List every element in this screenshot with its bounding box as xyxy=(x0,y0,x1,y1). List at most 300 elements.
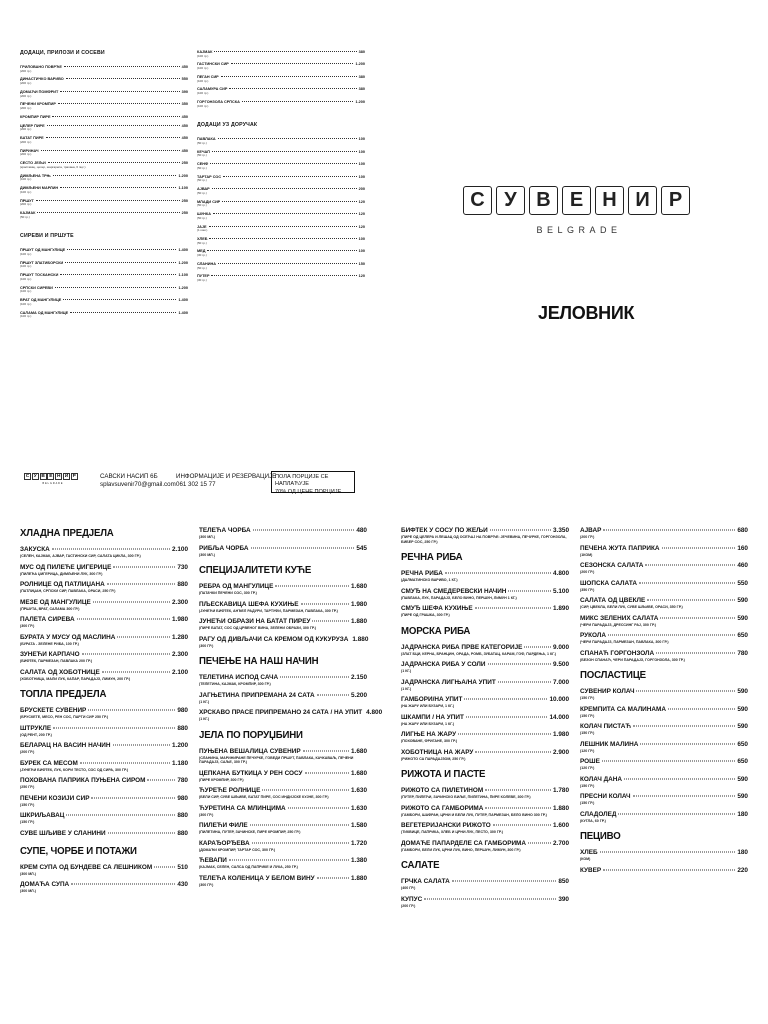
menu-item xyxy=(20,795,188,808)
bottom-column-1 xyxy=(20,527,188,901)
item-price: 380 xyxy=(358,87,365,92)
item-description: (100 гр.) xyxy=(20,314,32,319)
item-name: ПЕГАН СИР xyxy=(197,74,219,79)
menu-item-line xyxy=(199,618,367,626)
item-name: СМУЂ ШЕФА КУХИЊЕ xyxy=(401,605,473,612)
item-description: (200 гр.) xyxy=(20,106,32,111)
menu-item-line xyxy=(20,725,188,733)
menu-item-line xyxy=(580,741,748,749)
menu-item xyxy=(20,812,188,825)
dot-leader xyxy=(93,601,170,602)
menu-section xyxy=(401,625,569,762)
item-description: (50 гр.) xyxy=(197,140,207,145)
item-description: (200 ГР.) xyxy=(401,903,416,908)
item-name: ТАРТАР СОС xyxy=(197,174,222,179)
dot-leader xyxy=(64,66,180,67)
item-description: (ЧЕРИ ПАРАДАЈЗ, ДРЕССИНГ РАЈ, 300 ГР.) xyxy=(580,622,657,627)
item-name: ПУТЕР xyxy=(197,274,210,279)
item-name: ПЉЕСКАВИЦА ШЕФА КУХИЊЕ xyxy=(199,600,299,608)
item-name: ГОРГОНЗОЛА СРПСКА xyxy=(197,99,240,104)
item-name: МЕД xyxy=(197,249,206,254)
item-description: (100 гр.) xyxy=(20,289,32,294)
dot-leader xyxy=(113,566,175,567)
dot-leader xyxy=(464,699,547,700)
item-price: 460 xyxy=(737,562,748,569)
dot-leader xyxy=(662,547,736,548)
item-name: КАЈМАК xyxy=(20,211,36,216)
dot-leader xyxy=(624,778,735,779)
item-price: 550 xyxy=(181,77,188,82)
item-name: СЕЗОНСКА САЛАТА xyxy=(580,562,644,569)
dot-leader xyxy=(46,137,180,138)
bottom-column-2 xyxy=(199,527,383,894)
menu-item-line xyxy=(401,527,569,535)
menu-item-line xyxy=(20,812,188,820)
item-price: 545 xyxy=(356,544,367,552)
item-description: (СЛАНИНА, МАРИНИРАНЕ ПЕЧУРКЕ, ГОВЕДИ ПРШУТ, ПАВЛАКА, КАЧКАВАЉ, ПЕЧЕНИ ПАРАДАЈЗ, САЉЕ, 300 ГР.) xyxy=(199,755,354,764)
item-description: (ПОХОВАНЕ, ФРИГАНЕ, 300 ГР.) xyxy=(401,739,458,743)
dot-leader xyxy=(488,664,552,665)
menu-item-line xyxy=(401,896,569,904)
mini-logo-letter: Е xyxy=(49,474,53,479)
dot-leader xyxy=(214,51,356,52)
menu-section xyxy=(580,527,748,662)
dot-leader xyxy=(303,750,349,751)
item-price: 1.580 xyxy=(351,822,367,829)
menu-item xyxy=(20,149,188,157)
menu-item xyxy=(401,749,569,762)
item-price: 590 xyxy=(737,614,748,622)
item-price: 730 xyxy=(177,563,188,571)
menu-item-line xyxy=(199,840,367,848)
item-description: (30 гр.) xyxy=(197,253,207,258)
half-portion-note xyxy=(271,471,355,493)
item-description: (КУГЛА, 60 ГР.) xyxy=(580,818,606,823)
item-name: ШОПСКА САЛАТА xyxy=(580,579,637,587)
item-description: (300 ГР.) xyxy=(20,624,35,628)
menu-section xyxy=(199,527,367,557)
item-description: (1 КГ.) xyxy=(199,717,210,721)
item-name: ПЕЧЕНИ КРОМПИР xyxy=(20,102,56,107)
item-name: САЛАМУРА СИР xyxy=(197,87,228,92)
item-price: 2.700 xyxy=(553,839,569,847)
menu-item xyxy=(199,692,367,705)
menu-item xyxy=(20,669,188,682)
bottom-column-4 xyxy=(580,527,748,882)
menu-item-line xyxy=(401,822,569,830)
menu-item xyxy=(580,562,748,575)
note-line-1: ПОЛА ПОРЦИЈЕ СЕ НАПЛАЋУЈЕ xyxy=(275,474,329,488)
dot-leader xyxy=(252,842,349,843)
item-price: 590 xyxy=(737,775,748,783)
menu-item xyxy=(401,644,569,657)
menu-item xyxy=(580,741,748,754)
menu-item-line xyxy=(401,878,569,886)
brand-logo xyxy=(463,186,695,235)
item-description: (200 ГР.) xyxy=(20,750,35,754)
item-price: 9.000 xyxy=(553,643,569,651)
menu-item xyxy=(199,601,367,614)
item-price: 850 xyxy=(558,878,569,885)
item-price: 1.380 xyxy=(351,857,367,864)
item-description: (БРУСКЕТЕ, МЕСО, РЕН СОС, ПАРТИ СИР 250 ГР.) xyxy=(20,715,109,719)
item-name: ДИНАСТИЧКО ВАРИВО xyxy=(20,77,64,82)
menu-item xyxy=(199,527,367,540)
menu-item xyxy=(580,811,748,824)
item-name: ГРИЛОВАНО ПОВРЋЕ xyxy=(20,65,62,69)
menu-item xyxy=(20,864,188,877)
item-price: 100 xyxy=(358,137,365,142)
item-price: 590 xyxy=(737,793,748,800)
item-name: КОЛАЧ ДАНА xyxy=(580,775,622,783)
dot-leader xyxy=(645,565,735,566)
dot-leader xyxy=(102,671,170,672)
menu-section xyxy=(197,50,365,108)
menu-item-line xyxy=(580,793,748,801)
item-price: 1.680 xyxy=(351,769,367,777)
item-name: ШТРУКЛЕ xyxy=(20,724,52,732)
menu-item-line xyxy=(580,867,748,875)
menu-item xyxy=(197,100,365,108)
menu-section xyxy=(197,122,365,283)
item-price: 1.890 xyxy=(553,605,569,612)
item-description: (1 КГ.) xyxy=(199,699,210,704)
item-name: ДИМЉЕНА ТРЊ xyxy=(20,173,51,178)
menu-section xyxy=(20,845,188,894)
mini-logo-letter: И xyxy=(64,474,69,479)
menu-item xyxy=(580,650,748,663)
item-description: (150 ГР.) xyxy=(20,802,35,807)
item-name: ПУЊЕНА ВЕШАЛИЦА СУВЕНИР xyxy=(199,747,301,755)
item-name: БУРАТА У МУСУ ОД МАСЛИНА xyxy=(20,633,116,641)
menu-item xyxy=(20,830,188,838)
item-price: 1.980 xyxy=(351,600,367,608)
bottom-column-3 xyxy=(401,527,569,915)
menu-section xyxy=(580,830,748,875)
item-description: (БЕЗОН СПАНАЋ, ЧЕРИ ПАРАДАЈЗ, ГОРГОНЗОЛА, 300 ГР.) xyxy=(580,657,685,662)
item-description: (300 ГР.) xyxy=(199,882,214,887)
item-description: (200 гр.) xyxy=(20,202,32,207)
menu-item xyxy=(580,867,748,875)
item-name: ПРШУТ ЗЛАТИБОРСКИ xyxy=(20,260,64,265)
menu-item-line xyxy=(580,849,748,857)
item-name: ПРЕСНИ КОЛАЧ xyxy=(580,793,631,800)
item-description: (100 гр.) xyxy=(20,301,32,306)
logo-letter: В xyxy=(529,186,558,215)
menu-item xyxy=(20,599,188,612)
item-name: ДОМАЋЕ ПАПАРДЕЛЕ СА ГАМБОРИМА xyxy=(401,839,526,847)
menu-item xyxy=(20,211,188,219)
menu-item xyxy=(20,286,188,294)
item-price: 880 xyxy=(177,581,188,588)
item-name: КРЕМ СУПА ОД БУНДЕВЕ СА ЛЕШНИКОМ xyxy=(20,863,153,871)
menu-item xyxy=(197,62,365,70)
dot-leader xyxy=(53,175,177,176)
menu-section xyxy=(199,655,383,722)
item-name: КУПУС xyxy=(401,895,423,903)
menu-item xyxy=(20,261,188,269)
dot-leader xyxy=(475,751,551,752)
item-price: 2.150 xyxy=(351,674,367,681)
item-description: (ПАВЛАКА, ЛУК, ПАРАДАЈЗ, БЕЛО ВИНО, ПЕРШУН, ЛИМУН 1 КГ.) xyxy=(401,595,517,600)
section-title: ПОСЛАСТИЦЕ xyxy=(580,669,646,681)
item-description: (200 гр.) xyxy=(20,81,32,86)
menu-item-line xyxy=(20,760,188,768)
menu-item xyxy=(401,714,569,727)
menu-item-line xyxy=(20,669,188,677)
menu-item-line xyxy=(580,632,748,640)
dot-leader xyxy=(108,832,176,833)
dot-leader xyxy=(452,881,557,882)
menu-item xyxy=(199,545,367,558)
item-description: (100 гр.) xyxy=(20,189,32,194)
dot-leader xyxy=(53,727,175,728)
item-price: 1.880 xyxy=(352,635,369,643)
item-description: (ПИРЕ ОД ГРАШКА, 300 ГР.) xyxy=(401,613,450,617)
menu-item xyxy=(199,857,367,870)
dot-leader xyxy=(91,797,175,798)
logo-letter: У xyxy=(496,186,525,215)
item-description: (ПИРЕ БАТАТ, СОС ОД ЦРВЕНОГ ВИНА, ЗЕЛЕНИ ОБРАЗИ, 300 ГР.) xyxy=(199,626,316,630)
item-description: (НА ЖАРУ ИЛИ БУЗАРИ, 1 КГ.) xyxy=(401,721,455,726)
menu-section xyxy=(20,233,188,319)
menu-item xyxy=(580,632,748,645)
menu-item-line xyxy=(199,770,367,778)
menu-item-line xyxy=(401,840,569,848)
item-description: (ХОБОТНИЦА, МАЛИ ЛУК, КАПАР, ПАРАДАЈЗ, ЛИМУН, 200 ГР.) xyxy=(20,676,131,681)
item-name: ЗАКУСКА xyxy=(20,546,50,553)
menu-item xyxy=(197,225,365,233)
item-price: 1.200 xyxy=(178,260,188,265)
item-price: 1.680 xyxy=(351,583,367,590)
menu-item-line xyxy=(401,805,569,813)
dot-leader xyxy=(242,101,354,102)
item-description: (1 КГ.) xyxy=(401,669,412,673)
dot-leader xyxy=(52,116,179,117)
menu-item-line xyxy=(401,644,569,652)
item-description: (250 ГР.) xyxy=(20,785,35,789)
menu-item xyxy=(401,896,569,909)
menu-item-line xyxy=(20,599,188,607)
item-name: САЛАТА ОД ХОБОТНИЦЕ xyxy=(20,668,100,676)
dot-leader xyxy=(229,88,356,89)
item-price: 510 xyxy=(177,863,188,871)
item-description: (ДАЛМАТИНСКО ВАРИВО, 1 КГ.) xyxy=(401,578,458,582)
item-name: ШКРИЉАВАЦ xyxy=(20,812,65,819)
item-price: 5.200 xyxy=(351,691,367,699)
item-description: (200 гр.) xyxy=(20,68,32,73)
item-description: (ПУТЕР, ПИЛЕЋИ, ЗАЧИНСКО БИЉЕ, ПИЛЕТИНА, ПИРЕ КОЛЕВЕ, 300 ГР.) xyxy=(401,795,531,799)
menu-item xyxy=(199,875,367,888)
item-price: 2.900 xyxy=(553,748,569,756)
contact-label: ИНФОРМАЦИЈЕ И РЕЗЕРВАЦИЈЕ xyxy=(176,473,277,480)
menu-item xyxy=(401,605,569,618)
item-description: (ПАТЛИЏАН, СРПСКИ СИР, ПАВЛАКА, ОРАСИ, 250 ГР.) xyxy=(20,589,116,593)
email-line: splavsuvenir70@gmail.com xyxy=(100,481,176,488)
item-name: МИКС ЗЕЛЕНИХ САЛАТА xyxy=(580,614,659,622)
dot-leader xyxy=(77,619,170,620)
menu-item-line xyxy=(580,723,748,731)
dot-leader xyxy=(60,91,179,92)
item-name: ЛИГЊЕ НА ЖАРУ xyxy=(401,731,457,738)
item-name: ЦЕЛЕР ПИРЕ xyxy=(20,123,45,128)
menu-item xyxy=(580,706,748,719)
item-description: (100 гр.) xyxy=(20,177,32,182)
menu-item xyxy=(401,679,569,692)
menu-item xyxy=(197,249,365,257)
dot-leader xyxy=(65,262,176,263)
dot-leader xyxy=(317,877,349,878)
item-name: ХРСКАВО ПРАСЕ ПРИПРЕМАНО 24 САТА / НА УПИТ xyxy=(199,709,363,716)
menu-item-line xyxy=(580,650,748,658)
item-name: ПРШУТ ТОСКАНСКИ xyxy=(20,273,59,278)
dot-leader xyxy=(213,213,357,214)
item-description: (ПАТАЧКИ ПЕЧЕНИ СОС, 300 ГР.) xyxy=(199,591,257,595)
item-price: 100 xyxy=(358,174,365,179)
dot-leader xyxy=(48,162,180,163)
menu-item-line xyxy=(580,811,748,819)
menu-item xyxy=(401,570,569,583)
menu-item-line xyxy=(199,875,367,883)
item-description: (150 ГР.) xyxy=(580,801,595,805)
menu-section xyxy=(20,527,188,681)
menu-item-line xyxy=(20,616,188,624)
dot-leader xyxy=(52,549,170,550)
menu-item-line xyxy=(580,580,748,588)
item-price: 1.400 xyxy=(178,310,188,315)
dot-leader xyxy=(251,547,355,548)
dot-leader xyxy=(63,299,176,300)
item-price: 550 xyxy=(737,579,748,587)
menu-section xyxy=(401,859,569,908)
menu-item xyxy=(580,723,748,736)
address-block xyxy=(100,473,176,489)
item-price: 450 xyxy=(181,65,188,69)
item-price: 1.400 xyxy=(178,298,188,303)
menu-item xyxy=(197,150,365,158)
item-price: 1.980 xyxy=(172,616,188,623)
dot-leader xyxy=(207,250,356,251)
item-description: (ЧЕРИ ПАРАДАЈЗ, ПАРМЕЗАН, ПАВЛАКА, 300 ГР.) xyxy=(580,640,669,644)
menu-item-line xyxy=(401,787,569,795)
menu-section xyxy=(20,688,188,838)
item-name: ПРШУТ xyxy=(20,198,34,203)
menu-item xyxy=(197,87,365,95)
item-description: (100 гр.) xyxy=(20,276,32,281)
menu-item-line xyxy=(20,830,188,838)
dot-leader xyxy=(262,790,349,791)
item-description: (200 ГР.) xyxy=(580,535,595,539)
item-price: 120 xyxy=(358,199,365,204)
item-price: 880 xyxy=(177,724,188,732)
menu-item-line xyxy=(20,115,188,120)
item-name: РОШЕ xyxy=(580,758,600,765)
item-price: 150 xyxy=(358,261,365,266)
item-description: (120 ГР.) xyxy=(580,766,595,770)
item-name: РИБЉА ЧОРБА xyxy=(199,544,249,552)
dot-leader xyxy=(466,716,548,717)
item-price: 450 xyxy=(181,123,188,128)
mini-logo-letter: С xyxy=(25,474,30,479)
menu-item xyxy=(20,881,188,894)
item-price: 880 xyxy=(177,812,188,819)
item-price: 1.100 xyxy=(178,186,188,191)
item-price: 5.100 xyxy=(553,587,569,595)
item-description: (ПИРЕ КРОМПИР, 300 ГР.) xyxy=(199,777,244,782)
item-price: 180 xyxy=(737,810,748,818)
menu-item xyxy=(20,90,188,98)
menu-item xyxy=(580,849,748,862)
menu-item xyxy=(199,770,367,783)
mini-logo-letter: В xyxy=(41,474,45,479)
dot-leader xyxy=(71,884,175,885)
dot-leader xyxy=(231,63,354,64)
item-name: МУС ОД ПИЛЕЋЕ ЏИГЕРИЦЕ xyxy=(20,563,112,571)
top-mid-column xyxy=(197,50,365,287)
item-description: (100 гр.) xyxy=(20,264,32,269)
menu-item xyxy=(20,564,188,577)
item-description: (краставац, целер, шаргарепа, трахана, 6 пцс.) xyxy=(20,164,86,169)
dot-leader xyxy=(218,138,357,139)
item-price: 480 xyxy=(356,527,367,534)
section-title: ТОПЛА ПРЕДЈЕЛА xyxy=(20,688,107,700)
logo-letter: И xyxy=(628,186,657,215)
item-name: ГАМБОРИ/НА УПИТ xyxy=(401,696,463,703)
item-name: СЛАНИНА xyxy=(197,261,217,266)
menu-item xyxy=(197,75,365,83)
section-title: ДОДАЦИ, ПРИЛОЗИ И СОСЕВИ xyxy=(20,50,105,56)
item-name: ДИМЉЕНИ МАРЛИН xyxy=(20,186,59,191)
menu-item xyxy=(20,186,188,194)
item-price: 680 xyxy=(737,527,748,534)
menu-item xyxy=(20,760,188,773)
item-description: (100 гр.) xyxy=(197,78,209,83)
menu-item-line xyxy=(199,692,367,700)
item-description: (50 гр.) xyxy=(197,178,207,183)
section-title: САЛАТЕ xyxy=(401,859,440,871)
dot-leader xyxy=(209,226,357,227)
item-price: 1.200 xyxy=(355,99,365,104)
menu-item-line xyxy=(20,795,188,803)
dot-leader xyxy=(636,691,735,692)
menu-item xyxy=(197,50,365,58)
menu-item-line xyxy=(199,805,367,813)
item-name: КРОМПИР ПИРЕ xyxy=(20,114,51,119)
item-name: КАЈМАК xyxy=(197,50,213,54)
item-name: САЛАТА ОД ЦВЕКЛЕ xyxy=(580,597,646,604)
item-price: 160 xyxy=(737,544,748,552)
logo-subtitle: BELGRADE xyxy=(536,225,622,235)
item-description: (ТИКВИЦЕ, ПАПРИКА, ХЛЕБ И ЦРНИ ЛУК, ПЕСТО, 300 ГР.) xyxy=(401,830,503,834)
dot-leader xyxy=(275,586,349,587)
item-description: (300 МЛ.) xyxy=(20,889,36,893)
note-line-2: 70% ОД ЦЕНЕ ПОРЦИЈЕ xyxy=(275,488,342,495)
dot-leader xyxy=(37,212,179,213)
item-price: 390 xyxy=(181,89,188,94)
item-description: (300 МЛ.) xyxy=(199,535,215,539)
section-title: МОРСКА РИБА xyxy=(401,624,471,637)
item-description: (300 МЛ.) xyxy=(20,871,36,876)
menu-item xyxy=(401,731,569,744)
logo-letters xyxy=(463,186,695,215)
item-price: 1.600 xyxy=(553,822,569,829)
menu-item-line xyxy=(580,527,748,535)
dot-leader xyxy=(633,726,735,727)
item-name: АЈВАР xyxy=(197,187,210,192)
section-title: ДОДАЦИ УЗ ДОРУЧАК xyxy=(197,122,258,129)
menu-item xyxy=(20,616,188,629)
dot-leader xyxy=(60,187,176,188)
